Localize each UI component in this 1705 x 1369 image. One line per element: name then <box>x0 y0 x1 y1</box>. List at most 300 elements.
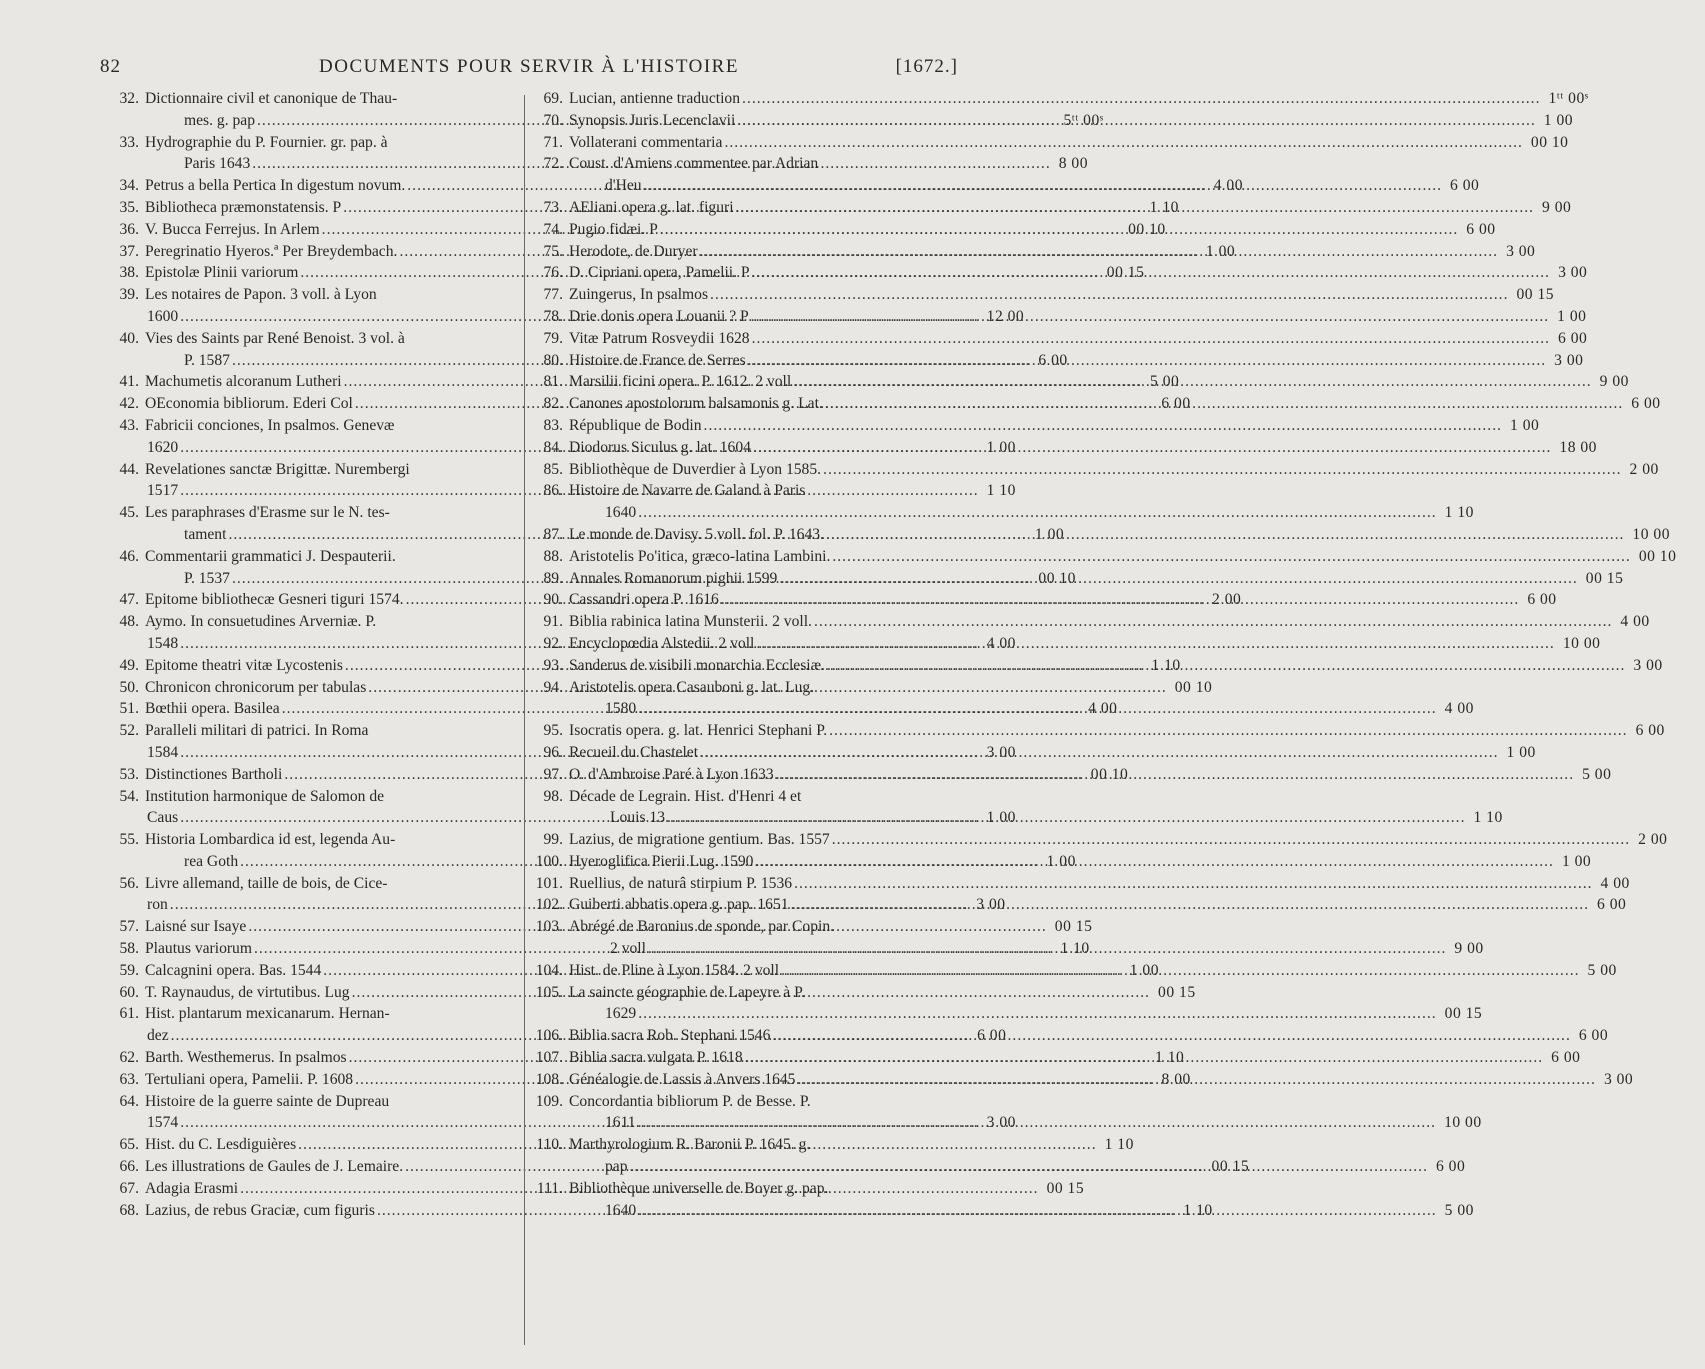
entry-number: 44. <box>119 460 139 478</box>
page-year: [1672.] <box>895 56 958 77</box>
entry-price: 00 10 <box>1174 678 1213 696</box>
entry-number: 41. <box>119 373 139 391</box>
entry-price: 00 10 <box>1530 133 1569 151</box>
entry-title: Isocratis opera. g. lat. Henrici Stephani P. <box>569 722 828 740</box>
entry-number: 86. <box>543 482 563 500</box>
entry-line <box>520 459 1659 481</box>
entry-line <box>100 284 495 306</box>
entry-line <box>100 328 495 350</box>
entry-line <box>520 153 960 175</box>
entry-price: 3 00 <box>1554 351 1584 369</box>
entry-price: 6 00 <box>1635 722 1665 740</box>
entry-title: Bibliothèque de Duverdier à Lyon 1585. <box>569 460 822 478</box>
entry-number: 38. <box>119 264 139 282</box>
entry-title: T. Raynaudus, de virtutibus. Lug <box>145 983 350 1001</box>
entry-number: 55. <box>119 831 139 849</box>
dot-leader <box>832 829 1630 851</box>
entry-number: 35. <box>119 198 139 216</box>
entry-title: Biblia rabinica latina Munsterii. 2 voll. <box>569 613 812 631</box>
entry-title: Aymo. In consuetudines Arverniæ. P. <box>145 613 377 631</box>
entry-title: Ruellius, de naturâ stirpium P. 1536 <box>569 874 793 892</box>
entry-price: 6 00 <box>1578 1027 1609 1045</box>
entry-title: 1640 <box>605 1201 637 1219</box>
dot-leader <box>724 132 1522 154</box>
entry-price: 1 00 <box>1561 852 1592 870</box>
entry-number: 106. <box>535 1027 563 1045</box>
entry-price: 00 15 <box>1516 286 1555 304</box>
entry-number: 97. <box>543 765 563 783</box>
catalog-entry <box>520 524 1671 546</box>
entry-number: 108. <box>535 1070 563 1088</box>
entry-price: 00 15 <box>1046 1179 1085 1197</box>
dot-leader <box>829 720 1627 742</box>
entry-price: 10 00 <box>1632 525 1671 543</box>
entry-number: 109. <box>535 1092 563 1110</box>
entry-title: Lazius, de migratione gentium. Bas. 1557 <box>569 831 830 849</box>
entry-title: Bœthii opera. Basilea <box>145 700 280 718</box>
entry-title: 1584 <box>147 743 179 761</box>
entry-title: mes. g. pap <box>184 111 256 129</box>
entry-price: 4 00 <box>986 634 1016 652</box>
entry-title: 1629 <box>605 1005 637 1023</box>
entry-number: 48. <box>119 613 139 631</box>
entry-title: La saincte géographie de Lapeyre à P. <box>569 983 805 1001</box>
entry-price: 3 00 <box>1603 1070 1634 1088</box>
entry-price: 1 10 <box>1060 940 1090 958</box>
entry-number: 81. <box>543 373 563 391</box>
entry-price: 00 10 <box>1638 547 1677 565</box>
catalog-entry <box>520 88 1589 110</box>
entry-number: 87. <box>543 525 563 543</box>
entry-number: 92. <box>543 634 563 652</box>
entry-number: 80. <box>543 351 563 369</box>
entry-price: 00 10 <box>1090 765 1129 783</box>
entry-line <box>100 502 495 524</box>
entry-title: Historia Lombardica id est, legenda Au- <box>145 831 396 849</box>
entry-price: 1 10 <box>1155 1049 1185 1067</box>
entry-price: 3 00 <box>1558 264 1588 282</box>
dot-leader <box>638 1112 1436 1134</box>
entry-price: 1 00 <box>1046 852 1076 870</box>
entry-line <box>100 720 495 742</box>
entry-title: Commentarii grammatici J. Despauterii. <box>145 547 396 565</box>
entry-number: 79. <box>543 329 563 347</box>
catalog-entry <box>520 720 1665 742</box>
entry-price: 5 00 <box>1587 961 1617 979</box>
entry-line <box>520 786 960 808</box>
entry-price: 1 00 <box>1557 307 1587 325</box>
entry-title: 2 voll <box>610 940 646 958</box>
entry-price: 4 00 <box>1444 700 1474 718</box>
entry-price: 8 00 <box>1161 1070 1191 1088</box>
catalog-entry <box>520 480 1474 524</box>
entry-price: 6 00 <box>1631 395 1661 413</box>
entry-price: 4 00 <box>1088 700 1118 718</box>
entry-title: D. Cipriani opera, Pamelii. P <box>569 264 750 282</box>
catalog-entry <box>520 611 1650 633</box>
dot-leader <box>781 960 1579 982</box>
entry-price: 6 00 <box>977 1027 1007 1045</box>
entry-title: rea Goth <box>184 852 239 870</box>
entry-title: Laisné sur Isaye <box>145 918 247 936</box>
entry-price: 1 10 <box>1444 504 1474 522</box>
entry-price: 00 15 <box>1054 918 1093 936</box>
dot-leader <box>638 698 1436 720</box>
entry-line <box>100 611 495 633</box>
entry-title: Les notaires de Papon. 3 voll. à Lyon <box>145 286 377 304</box>
entry-title: Annales Romanorum pighii 1599 <box>569 569 778 587</box>
dot-leader <box>752 328 1550 350</box>
entry-title: Peregrinatio Hyeros.ª Per Breydembach. <box>145 242 398 260</box>
entry-price: 3 00 <box>1633 656 1663 674</box>
entry-line <box>100 1091 495 1113</box>
entry-title: P. 1587 <box>184 351 230 369</box>
entry-title: Aristotelis Po'itica, græco-latina Lambini. <box>569 547 831 565</box>
dot-leader <box>748 350 1546 372</box>
catalog-entry <box>520 328 1588 350</box>
entry-number: 110. <box>536 1136 563 1154</box>
entry-number: 56. <box>119 874 139 892</box>
entry-price: 6 00 <box>1597 896 1627 914</box>
entry-title: Louis 13 <box>610 809 666 827</box>
entry-line <box>520 480 960 502</box>
entry-title: Lazius, de rebus Graciæ, cum figuris <box>145 1201 375 1219</box>
dot-leader <box>751 306 1549 328</box>
entry-number: 83. <box>543 416 563 434</box>
entry-price: 00 15 <box>1106 264 1145 282</box>
entry-price: 3 00 <box>1506 242 1536 260</box>
entry-line <box>100 873 495 895</box>
entry-title: Vies des Saints par René Benoist. 3 vol. à <box>145 329 405 347</box>
dot-leader <box>700 241 1498 263</box>
dot-leader <box>823 459 1621 481</box>
entry-title: Abrégé de Baronius de sponde, par Copin. <box>569 918 835 936</box>
entry-number: 111. <box>536 1179 563 1197</box>
entry-title: Calcagnini opera. Bas. 1544 <box>145 961 322 979</box>
entry-title: Epitome bibliothecæ Gesneri tiguri 1574. <box>145 591 404 609</box>
catalog-entry <box>520 546 1677 568</box>
entry-title: Epitome theatri vitæ Lycostenis <box>145 656 343 674</box>
entry-price: 10 00 <box>1444 1114 1482 1132</box>
entry-title: Histoire de la guerre sainte de Dupreau <box>145 1092 390 1110</box>
entry-price: 6 00 <box>1527 591 1557 609</box>
entry-title: P. 1537 <box>184 569 230 587</box>
entry-price: 18 00 <box>1559 438 1597 456</box>
entry-price: 10 00 <box>1562 634 1601 652</box>
entry-number: 61. <box>119 1005 139 1023</box>
catalog-entry <box>520 1025 1609 1047</box>
entry-title: Marthyrologium R. Baronii P. 1645. g. <box>569 1136 811 1154</box>
entry-price: 1 00 <box>986 809 1016 827</box>
entry-number: 72. <box>543 155 563 173</box>
entry-price: 1 00 <box>1543 111 1574 129</box>
entry-number: 82. <box>543 395 563 413</box>
entry-line <box>520 1134 960 1156</box>
entry-price: 9 00 <box>1599 373 1629 391</box>
entry-title: Recueil du Chastelet <box>569 743 699 761</box>
entry-price: 8 00 <box>1058 155 1089 173</box>
entry-title: Herodote, de Duryer <box>569 242 698 260</box>
entry-title: 1600 <box>147 307 179 325</box>
entry-number: 74. <box>543 220 563 238</box>
entry-title: Adagia Erasmi <box>145 1179 239 1197</box>
entry-number: 76. <box>543 264 563 282</box>
entry-number: 103. <box>535 918 563 936</box>
entry-number: 63. <box>119 1070 139 1088</box>
entry-price: 5 00 <box>1150 373 1180 391</box>
entry-title: O. d'Ambroise Paré à Lyon 1633 <box>569 765 774 783</box>
entry-number: 43. <box>119 416 139 434</box>
entry-title: Zuingerus, In psalmos <box>569 286 709 304</box>
entry-price: 6 00 <box>1038 351 1068 369</box>
entry-number: 107. <box>535 1049 563 1067</box>
entry-title: 1640 <box>605 504 637 522</box>
entry-number: 67. <box>119 1179 139 1197</box>
entry-line <box>520 546 1677 568</box>
entry-number: 66. <box>119 1158 139 1176</box>
entry-number: 52. <box>119 722 139 740</box>
catalog-entry <box>520 873 1630 895</box>
entry-line <box>520 524 1671 546</box>
entry-number: 100. <box>535 852 563 870</box>
entry-title: d'Heu <box>605 177 642 195</box>
entry-price: 3 00 <box>976 896 1006 914</box>
entry-title: Caus <box>147 809 179 827</box>
entry-price: 1 00 <box>1034 525 1065 543</box>
entry-title: tament <box>184 525 227 543</box>
entry-title: Histoire de Navarre de Galand à Paris <box>569 482 806 500</box>
entry-price: 9 00 <box>1454 940 1484 958</box>
entry-price: 2 00 <box>1212 591 1242 609</box>
dot-leader <box>753 437 1551 459</box>
entry-number: 40. <box>119 329 139 347</box>
dot-leader <box>755 851 1553 873</box>
entry-line <box>520 698 1474 720</box>
entry-number: 64. <box>119 1092 139 1110</box>
entry-price: 2 00 <box>1629 460 1659 478</box>
entry-number: 70. <box>543 111 563 129</box>
entry-price: 4 00 <box>1620 613 1650 631</box>
entry-line <box>520 284 1555 306</box>
dot-leader <box>825 393 1623 415</box>
entry-price: 1 10 <box>986 482 1016 500</box>
entry-title: Histoire de France de Serres <box>569 351 746 369</box>
entry-title: Aristotelis opera Casauboni g. lat. Lug. <box>569 678 815 696</box>
entry-number: 49. <box>119 656 139 674</box>
entry-price: 4 00 <box>1213 177 1244 195</box>
page-header <box>100 56 958 86</box>
entry-price: 2 00 <box>1638 831 1668 849</box>
entry-price: 6 00 <box>1466 220 1496 238</box>
entry-line <box>100 459 495 481</box>
entry-title: 1574 <box>147 1114 179 1132</box>
entry-number: 57. <box>119 918 139 936</box>
entry-price: 00 10 <box>1038 569 1076 587</box>
entry-title: OEconomia bibliorum. Ederi Col <box>145 395 353 413</box>
entry-title: ron <box>147 896 168 914</box>
entry-line <box>520 611 1650 633</box>
entry-price: 1 10 <box>1104 1136 1134 1154</box>
entry-number: 47. <box>119 591 139 609</box>
catalog-entry <box>520 829 1668 851</box>
entry-title: Hist. de Pline à Lyon 1584. 2 voll <box>569 961 780 979</box>
entry-line <box>100 786 495 808</box>
dot-leader <box>638 1200 1436 1222</box>
entry-number: 95. <box>543 722 563 740</box>
entry-number: 99. <box>543 831 563 849</box>
entry-price: 1 10 <box>1183 1201 1213 1219</box>
dot-leader <box>826 524 1624 546</box>
dot-leader <box>638 1003 1436 1025</box>
entry-title: Concordantia bibliorum P. de Besse. P. <box>569 1092 811 1110</box>
entry-title: Les illustrations de Gaules de J. Lemaire. <box>145 1158 404 1176</box>
entry-title: Machumetis alcoranum Lutheri <box>145 373 342 391</box>
page-number: 82 <box>100 56 121 77</box>
entry-price: 1ᵗᵗ 00ˢ <box>1548 90 1589 107</box>
entry-title: République de Bodin <box>569 416 702 434</box>
dot-leader <box>648 938 1446 960</box>
entry-number: 93. <box>543 656 563 674</box>
entry-line <box>520 720 1665 742</box>
dot-leader <box>704 415 1502 437</box>
dot-leader <box>742 88 1540 110</box>
entry-title: Paris 1643 <box>184 155 251 173</box>
entry-line <box>520 415 1540 437</box>
catalog-entry <box>520 459 1659 481</box>
dot-leader <box>797 1069 1595 1091</box>
entry-price: 6 00 <box>1551 1049 1581 1067</box>
entry-title: Généalogie de Lassis à Anvers 1645 <box>569 1070 796 1088</box>
entry-title: Coust. d'Amiens commentee par Adrian <box>569 155 819 173</box>
catalog-entry <box>520 851 1592 873</box>
entry-title: Barth. Westhemerus. In psalmos <box>145 1049 347 1067</box>
dot-leader <box>700 742 1498 764</box>
entry-price: 1 10 <box>1151 656 1181 674</box>
entry-number: 90. <box>543 591 563 609</box>
catalog-entry <box>520 132 1569 154</box>
entry-price: 1 00 <box>1205 242 1236 260</box>
entry-price: 1 00 <box>1129 961 1160 979</box>
entry-price: 4 00 <box>1600 874 1630 892</box>
entry-price: 3 00 <box>986 743 1016 761</box>
entry-number: 104. <box>535 961 563 979</box>
entry-title: Les paraphrases d'Erasme sur le N. tes- <box>145 504 390 522</box>
entry-title: Hist. plantarum mexicanarum. Hernan- <box>145 1005 390 1023</box>
entry-line <box>520 873 1630 895</box>
entry-price: 00 15 <box>1158 983 1196 1001</box>
entry-number: 32. <box>119 90 139 107</box>
entry-number: 84. <box>543 438 563 456</box>
entry-price: 5 00 <box>1444 1201 1474 1219</box>
entry-number: 101. <box>535 874 563 892</box>
entry-title: Vollaterani commentaria <box>569 133 723 151</box>
entry-title: Guiberti abbatis opera g. pap. 1651 <box>569 896 789 914</box>
entry-number: 58. <box>119 940 139 958</box>
entry-number: 89. <box>543 569 563 587</box>
entry-title: Canones apostolorum balsamonis g. Lat. <box>569 395 823 413</box>
entry-number: 102. <box>535 896 563 914</box>
entry-line <box>520 328 1588 350</box>
entry-title: 1580 <box>605 700 637 718</box>
entry-price: 6 00 <box>1435 1158 1466 1176</box>
entry-number: 69. <box>543 90 563 107</box>
entry-number: 65. <box>119 1136 139 1154</box>
entry-line <box>520 1091 960 1113</box>
entry-title: Hist. du C. Lesdiguières <box>145 1136 297 1154</box>
entry-title: 1620 <box>147 438 179 456</box>
entry-price: 1 00 <box>1506 743 1536 761</box>
entry-number: 54. <box>119 787 139 805</box>
dot-leader <box>644 175 1442 197</box>
entry-number: 51. <box>119 700 139 718</box>
entry-title: Bibliothèque universelle de Boyer g. pap. <box>569 1179 829 1197</box>
entry-number: 94. <box>543 678 563 696</box>
entry-price: 00 15 <box>1211 1158 1250 1176</box>
entry-title: Bibliotheca præmonstatensis. P <box>145 198 342 216</box>
entry-price: 12 00 <box>986 307 1025 325</box>
entry-line <box>520 132 1569 154</box>
entry-number: 33. <box>119 133 139 151</box>
entry-number: 36. <box>119 220 139 238</box>
entry-line <box>520 393 1661 415</box>
entry-title: Livre allemand, taille de bois, de Cice- <box>145 874 388 892</box>
entry-title: Plautus variorum <box>145 940 252 958</box>
entry-number: 96. <box>543 743 563 761</box>
entry-number: 60. <box>119 983 139 1001</box>
entry-price: 1 00 <box>986 438 1016 456</box>
entry-title: Hydrographie du P. Fournier. gr. pap. à <box>145 133 388 151</box>
dot-leader <box>756 633 1554 655</box>
entry-title: Vitæ Patrum Rosveydii 1628 <box>569 329 750 347</box>
dot-leader <box>776 764 1574 786</box>
entry-price: 00 15 <box>1444 1005 1483 1023</box>
entry-price: 6 00 <box>1558 329 1588 347</box>
entry-number: 50. <box>119 678 139 696</box>
entry-number: 34. <box>119 177 139 195</box>
dot-leader <box>832 546 1630 568</box>
entry-number: 59. <box>119 961 139 979</box>
entry-line <box>520 88 1589 110</box>
entry-line <box>520 1025 1609 1047</box>
dot-leader <box>721 589 1519 611</box>
entry-number: 98. <box>543 787 563 805</box>
entry-price: 3 00 <box>986 1114 1016 1132</box>
entry-line <box>520 982 960 1004</box>
dot-leader <box>779 568 1577 590</box>
entry-number: 78. <box>543 307 563 325</box>
entry-number: 73. <box>543 198 563 216</box>
entry-price: 5ᵗᵗ 00ˢ <box>1063 111 1104 129</box>
entry-title: Diodorus Siculus g. lat. 1604 <box>569 438 751 456</box>
entry-price: 1 10 <box>1473 809 1503 827</box>
entry-title: 1517 <box>147 482 179 500</box>
dot-leader <box>772 1025 1570 1047</box>
entry-price: 6 00 <box>1450 177 1480 195</box>
entry-title: Revelationes sanctæ Brigittæ. Nurembergi <box>145 460 410 478</box>
entry-title: Biblia sacra Rob. Stephani 1546 <box>569 1027 771 1045</box>
entry-title: Biblia sacra vulgata P. 1618 <box>569 1049 743 1067</box>
entry-number: 53. <box>119 765 139 783</box>
entry-number: 77. <box>543 286 563 304</box>
entry-number: 46. <box>119 547 139 565</box>
entry-title: Pugio fidæi. P <box>569 220 658 238</box>
entry-title: Lucian, antienne traduction <box>569 90 741 107</box>
entry-number: 75. <box>543 242 563 260</box>
entry-line <box>520 829 1668 851</box>
entry-title: Dictionnaire civil et canonique de Thau- <box>145 90 398 107</box>
entry-title: Chronicon chronicorum per tabulas <box>145 678 367 696</box>
entry-title: Hyeroglifica Pierii Lug. 1590 <box>569 852 754 870</box>
